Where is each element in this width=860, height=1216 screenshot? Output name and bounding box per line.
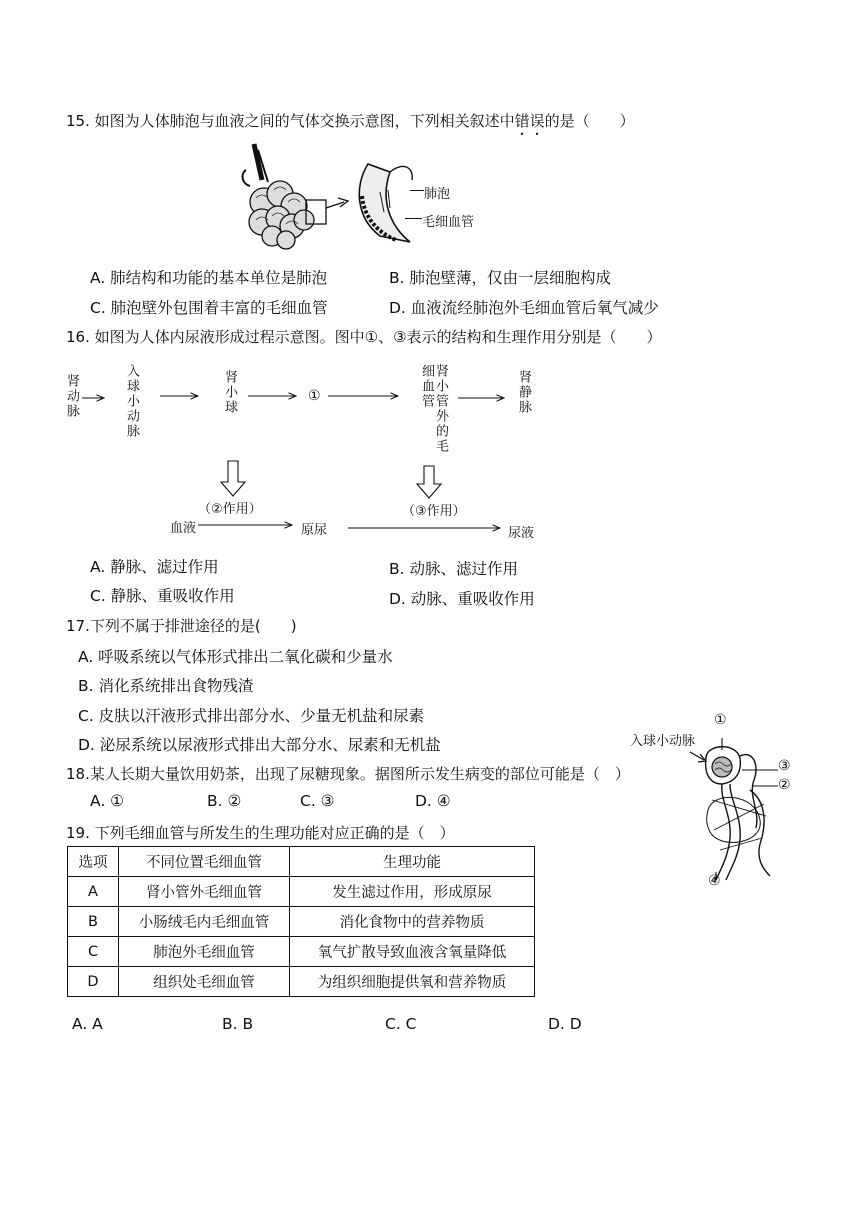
q19-option-b[interactable]: B. B <box>222 1015 254 1033</box>
q16-option-d[interactable]: D. 动脉、重吸收作用 <box>389 590 535 608</box>
q17-stem: 17.下列不属于排泄途径的是( ) <box>66 617 297 635</box>
q16-stem: 16. 如图为人体内尿液形成过程示意图。图中①、③表示的结构和生理作用分别是（ ） <box>66 328 662 346</box>
q19-cell: 小肠绒毛内毛细血管 <box>119 907 290 937</box>
q19-option-d[interactable]: D. D <box>548 1015 582 1033</box>
flow-renal-vein: 肾静脉 <box>516 370 531 415</box>
q19-cell: 消化食物中的营养物质 <box>290 907 535 937</box>
q19-cell: 发生滤过作用，形成原尿 <box>290 877 535 907</box>
q19-cell: B <box>68 907 119 937</box>
q16-option-c[interactable]: C. 静脉、重吸收作用 <box>90 587 235 605</box>
flow-renal-artery: 肾动脉 <box>64 374 79 419</box>
flow-circle-1: ① <box>308 388 321 404</box>
nephron-marker-1: ① <box>714 712 727 728</box>
q17-option-a[interactable]: A. 呼吸系统以气体形式排出二氧化碳和少量水 <box>78 648 393 666</box>
q19-cell: 组织处毛细血管 <box>119 967 290 997</box>
nephron-afferent-label: 入球小动脉 <box>630 734 696 749</box>
q19-header-row <box>68 847 535 877</box>
q19-header-location: 不同位置毛细血管 <box>119 847 290 877</box>
flow-peritubular-capillary: 肾小管外的毛细血管 <box>419 364 448 454</box>
table-row <box>68 877 535 907</box>
q17-option-d[interactable]: D. 泌尿系统以尿液形式排出大部分水、尿素和无机盐 <box>78 736 441 754</box>
q15-emphasis: 错误 <box>514 112 545 130</box>
q19-cell: 肺泡外毛细血管 <box>119 937 290 967</box>
q18-option-b[interactable]: B. ② <box>207 792 242 810</box>
q19-cell: 为组织细胞提供氧和营养物质 <box>290 967 535 997</box>
table-row <box>68 967 535 997</box>
q15-stem: 15. 如图为人体肺泡与血液之间的气体交换示意图，下列相关叙述中错误的是（ ） <box>66 112 635 130</box>
nephron-marker-3: ③ <box>778 758 791 774</box>
q19-option-c[interactable]: C. C <box>385 1015 417 1033</box>
q17-option-b[interactable]: B. 消化系统排出食物残渣 <box>78 677 254 695</box>
q19-cell: C <box>68 937 119 967</box>
q19-cell: 肾小管外毛细血管 <box>119 877 290 907</box>
nephron-marker-4: ④ <box>708 873 721 889</box>
q16-flow-arrows <box>0 0 860 560</box>
table-row <box>68 907 535 937</box>
q19-cell: D <box>68 967 119 997</box>
flow-glomerulus: 肾小球 <box>222 370 237 415</box>
q15-option-c[interactable]: C. 肺泡壁外包围着丰富的毛细血管 <box>90 299 328 317</box>
q16-option-b[interactable]: B. 动脉、滤过作用 <box>389 560 518 578</box>
q16-option-a[interactable]: A. 静脉、滤过作用 <box>90 558 219 576</box>
q15-option-d[interactable]: D. 血液流经肺泡外毛细血管后氧气减少 <box>389 299 659 317</box>
q15-option-a[interactable]: A. 肺结构和功能的基本单位是肺泡 <box>90 269 328 287</box>
q17-option-c[interactable]: C. 皮肤以汗液形式排出部分水、少量无机盐和尿素 <box>78 707 425 725</box>
flow-primary-urine: 原尿 <box>301 523 328 538</box>
q18-option-a[interactable]: A. ① <box>90 792 125 810</box>
table-row <box>68 937 535 967</box>
q18-stem: 18.某人长期大量饮用奶茶，出现了尿糖现象。据图所示发生病变的部位可能是（ ） <box>66 765 630 783</box>
q15-option-b[interactable]: B. 肺泡壁薄，仅由一层细胞构成 <box>389 269 611 287</box>
label-alveolus: 肺泡 <box>424 187 451 202</box>
q19-header-function: 生理功能 <box>290 847 535 877</box>
nephron-marker-2: ② <box>778 777 791 793</box>
label-capillary: 毛细血管 <box>422 215 475 230</box>
flow-afferent-arteriole: 入球小动脉 <box>124 364 139 439</box>
q19-cell: A <box>68 877 119 907</box>
nephron-figure <box>660 720 800 890</box>
q19-table <box>67 846 535 997</box>
q19-option-a[interactable]: A. A <box>72 1015 103 1033</box>
flow-blood: 血液 <box>170 521 197 536</box>
q19-stem: 19. 下列毛细血管与所发生的生理功能对应正确的是（ ） <box>66 824 455 842</box>
q19-cell: 氧气扩散导致血液含氧量降低 <box>290 937 535 967</box>
q18-option-d[interactable]: D. ④ <box>415 792 451 810</box>
q18-option-c[interactable]: C. ③ <box>300 792 335 810</box>
flow-action-2: （②作用） <box>198 502 262 517</box>
flow-action-3: （③作用） <box>402 504 466 519</box>
q19-header-option: 选项 <box>68 847 119 877</box>
flow-urine: 尿液 <box>508 526 535 541</box>
